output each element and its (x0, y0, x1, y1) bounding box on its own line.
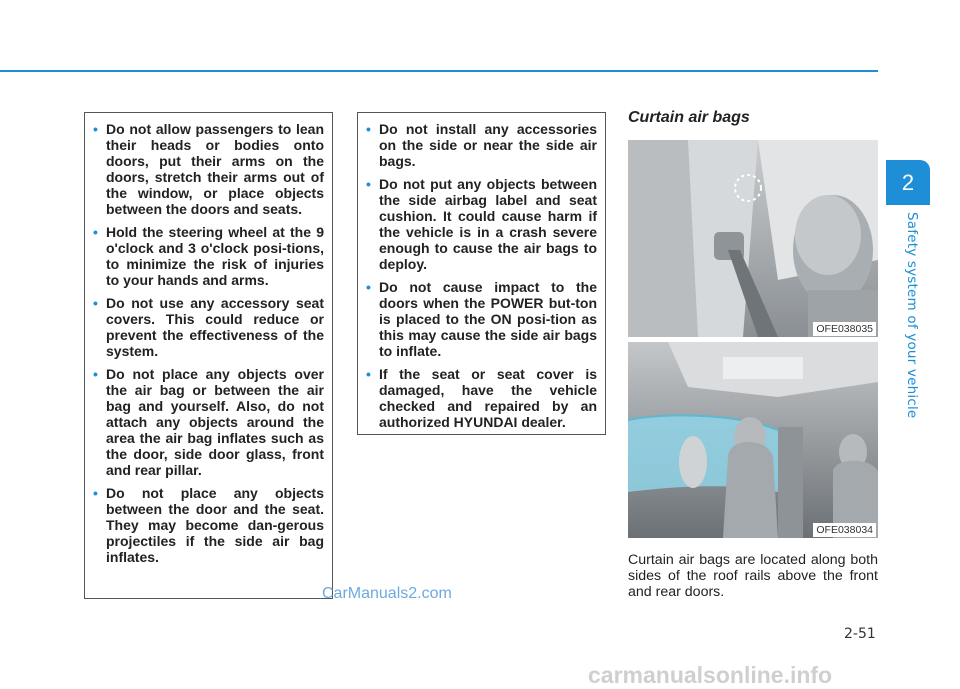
pillar-illustration (628, 140, 878, 337)
warning-text: Do not use any accessory seat covers. This could reduce or prevent the effectiveness of the system. (106, 295, 324, 359)
warning-item (93, 295, 324, 359)
bullet-icon: • (366, 279, 371, 295)
chapter-tab[interactable] (886, 160, 930, 205)
bullet-icon: • (93, 295, 98, 311)
bullet-icon: • (366, 366, 371, 382)
warning-text: Do not place any objects over the air bag or between the air bag and yourself. Also, do not attach any objects around the area the air bag inflates such as the door, side door glass, front and rear pillar. (106, 366, 324, 478)
warning-text: Do not place any objects between the door and the seat. They may become dan-gerous projectiles if the side air bag inflates. (106, 485, 324, 565)
warning-item (366, 121, 597, 169)
bullet-icon: • (93, 121, 98, 137)
photo-code: OFE038034 (813, 523, 876, 537)
warning-text: Do not allow passengers to lean their heads or bodies onto doors, put their arms on the doors, stretch their arms out of the window, or place objects between the doors and seats. (106, 121, 324, 217)
warning-item (366, 279, 597, 359)
warning-item (366, 366, 597, 430)
warning-item (366, 176, 597, 272)
bullet-icon: • (93, 224, 98, 240)
warning-text: Do not put any objects between the side airbag label and seat cushion. It could cause harm if the vehicle is in a crash severe enough to cause the air bags to deploy. (379, 176, 597, 272)
warning-box-right (357, 112, 606, 435)
bullet-icon: • (366, 121, 371, 137)
warning-item (93, 485, 324, 565)
warning-item (93, 224, 324, 288)
warning-text: If the seat or seat cover is damaged, have the vehicle checked and repaired by an authorized HYUNDAI dealer. (379, 366, 597, 430)
warning-box-left (84, 112, 333, 599)
warning-item (93, 366, 324, 478)
warning-text: Hold the steering wheel at the 9 o'clock and 3 o'clock posi-tions, to minimize the risk of injuries to your hands and arms. (106, 224, 324, 288)
warning-list-left (93, 121, 324, 565)
section-heading: Curtain air bags (628, 109, 750, 126)
warning-text: Do not cause impact to the doors when the POWER but-ton is placed to the ON posi-tion as this may cause the side air bags to inflate. (379, 279, 597, 359)
page-number: 2-51 (844, 626, 876, 642)
interior-photo-pillar (628, 140, 878, 337)
chapter-title: Safety system of your vehicle (904, 212, 920, 419)
bullet-icon: • (93, 485, 98, 501)
interior-photo-curtain (628, 342, 878, 538)
curtain-airbag-illustration (628, 342, 878, 538)
header-rule (0, 70, 878, 72)
bullet-icon: • (366, 176, 371, 192)
warning-text: Do not install any accessories on the side or near the side air bags. (379, 121, 597, 169)
section-body-text: Curtain air bags are located along both sides of the roof rails above the front and rear doors. (628, 552, 878, 600)
watermark-text: carmanualsonline.info (588, 662, 833, 688)
photo-code: OFE038035 (813, 322, 876, 336)
watermark-link[interactable]: CarManuals2.com (322, 585, 452, 602)
warning-item (93, 121, 324, 217)
bullet-icon: • (93, 366, 98, 382)
chapter-number: 2 (901, 169, 915, 195)
warning-list-right (366, 121, 597, 430)
